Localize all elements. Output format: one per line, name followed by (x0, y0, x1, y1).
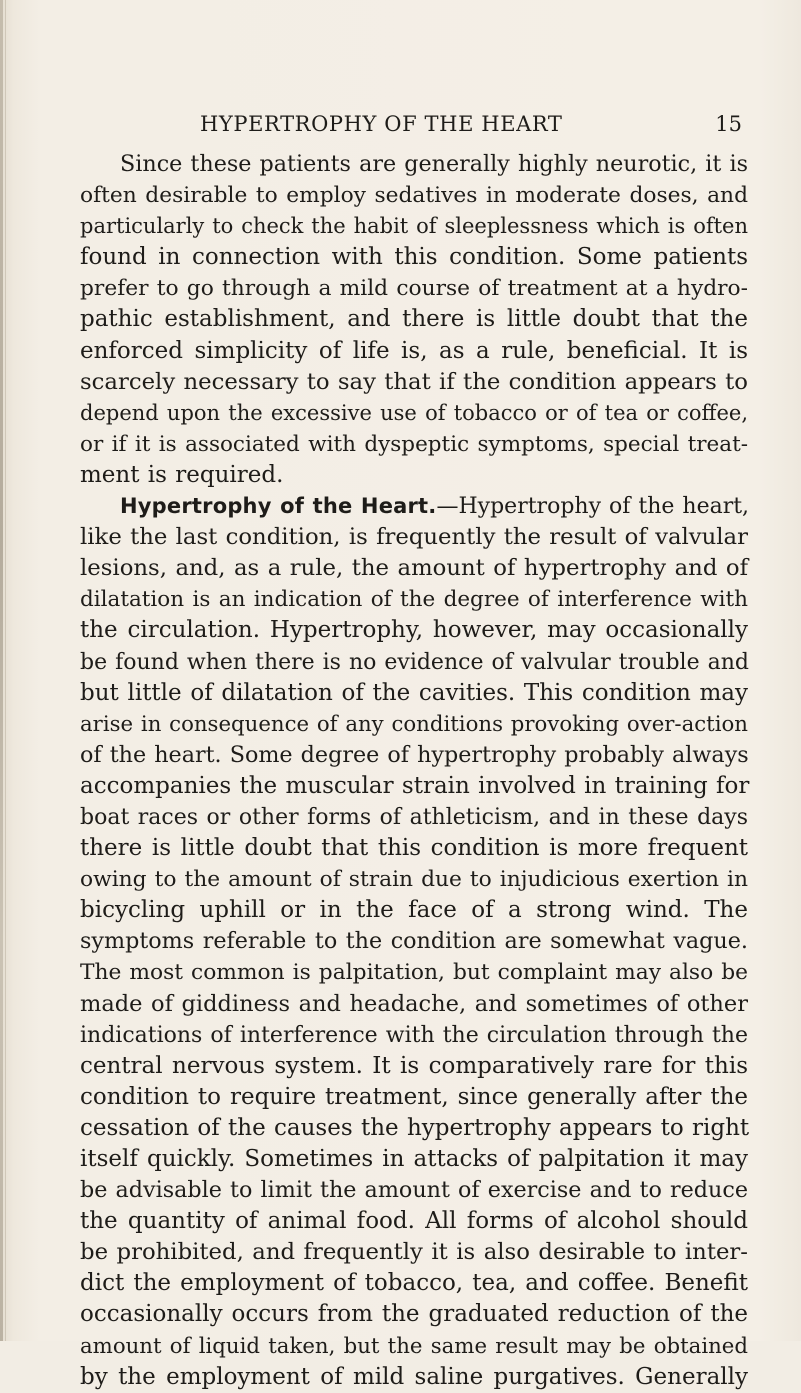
page-gutter-shadow (0, 0, 3, 1341)
text-line: particularly to check the habit of sleeplessness which is often (80, 214, 748, 239)
text-line: dict the employment of tobacco, tea, and coffee. Benefit (80, 1270, 748, 1297)
running-head: HYPERTROPHY OF THE HEART (200, 112, 563, 136)
text-line: there is little doubt that this condition is more frequent (80, 835, 748, 862)
text-line: dilatation is an indication of the degree of interference with (80, 587, 748, 613)
text-line: made of giddiness and headache, and sometimes of other (80, 990, 748, 1017)
text-line: pathic establishment, and there is little doubt that the (80, 306, 748, 333)
text-line: but little of dilatation of the cavities. This condition may (80, 679, 748, 706)
page-number: 15 (715, 112, 742, 136)
text-line: enforced simplicity of life is, as a rule, beneficial. It is (80, 337, 748, 364)
text-line: prefer to go through a mild course of treatment at a hydro- (80, 276, 748, 302)
text-line: be found when there is no evidence of valvular trouble and (80, 649, 749, 675)
text-line: ment is required. (80, 461, 284, 488)
text-line: accompanies the muscular strain involved in training for (80, 772, 750, 799)
text-line: arise in consequence of any conditions provoking over-action (80, 711, 748, 737)
text-line: symptoms referable to the condition are somewhat vague. (80, 928, 748, 955)
text-line: be prohibited, and frequently it is also desirable to inter- (80, 1239, 748, 1266)
text-line: amount of liquid taken, but the same result may be obtained (80, 1333, 748, 1359)
text-line: condition to require treatment, since generally after the (80, 1083, 748, 1110)
text-line: like the last condition, is frequently the result of valvular (80, 524, 748, 551)
text-line: the circulation. Hypertrophy, however, may occasionally (80, 617, 748, 644)
text-line: of the heart. Some degree of hypertrophy probably always (80, 741, 749, 768)
page-gutter-edge (5, 0, 6, 1341)
text-line: scarcely necessary to say that if the condition appears to (80, 368, 748, 395)
text-line: or if it is associated with dyspeptic symptoms, special treat- (80, 431, 748, 457)
text-line: be advisable to limit the amount of exercise and to reduce (80, 1177, 748, 1204)
text-line: bicycling uphill or in the face of a strong wind. The (80, 897, 748, 924)
text-line: central nervous system. It is comparatively rare for this (80, 1052, 748, 1079)
text-line: cessation of the causes the hypertrophy appears to right (80, 1114, 750, 1141)
text-line: found in connection with this condition. Some patients (80, 244, 748, 271)
section-heading: Hypertrophy of the Heart. (120, 494, 437, 519)
text-line: owing to the amount of strain due to injudicious exertion in (80, 867, 748, 893)
text-line: by the employment of mild saline purgatives. Generally (80, 1363, 748, 1390)
text-line: occasionally occurs from the graduated reduction of the (80, 1301, 748, 1328)
page-header (92, 112, 742, 142)
text-line: often desirable to employ sedatives in moderate doses, and (80, 183, 748, 209)
text-line: itself quickly. Sometimes in attacks of palpitation it may (80, 1146, 748, 1172)
text-line: The most common is palpitation, but complaint may also be (80, 960, 748, 986)
text-line: indications of interference with the circulation through the (80, 1022, 748, 1048)
section-heading-line (80, 491, 748, 522)
text-line: depend upon the excessive use of tobacco or of tea or coffee, (80, 400, 748, 425)
text-line: the quantity of animal food. All forms of alcohol should (80, 1208, 748, 1235)
text-line: Since these patients are generally highly neurotic, it is (120, 151, 748, 177)
text-line: lesions, and, as a rule, the amount of hypertrophy and of (80, 555, 748, 582)
text-line: boat races or other forms of athleticism, and in these days (80, 804, 748, 830)
body-text (80, 149, 748, 1393)
text-line-run: —Hypertrophy of the heart, (436, 494, 750, 520)
